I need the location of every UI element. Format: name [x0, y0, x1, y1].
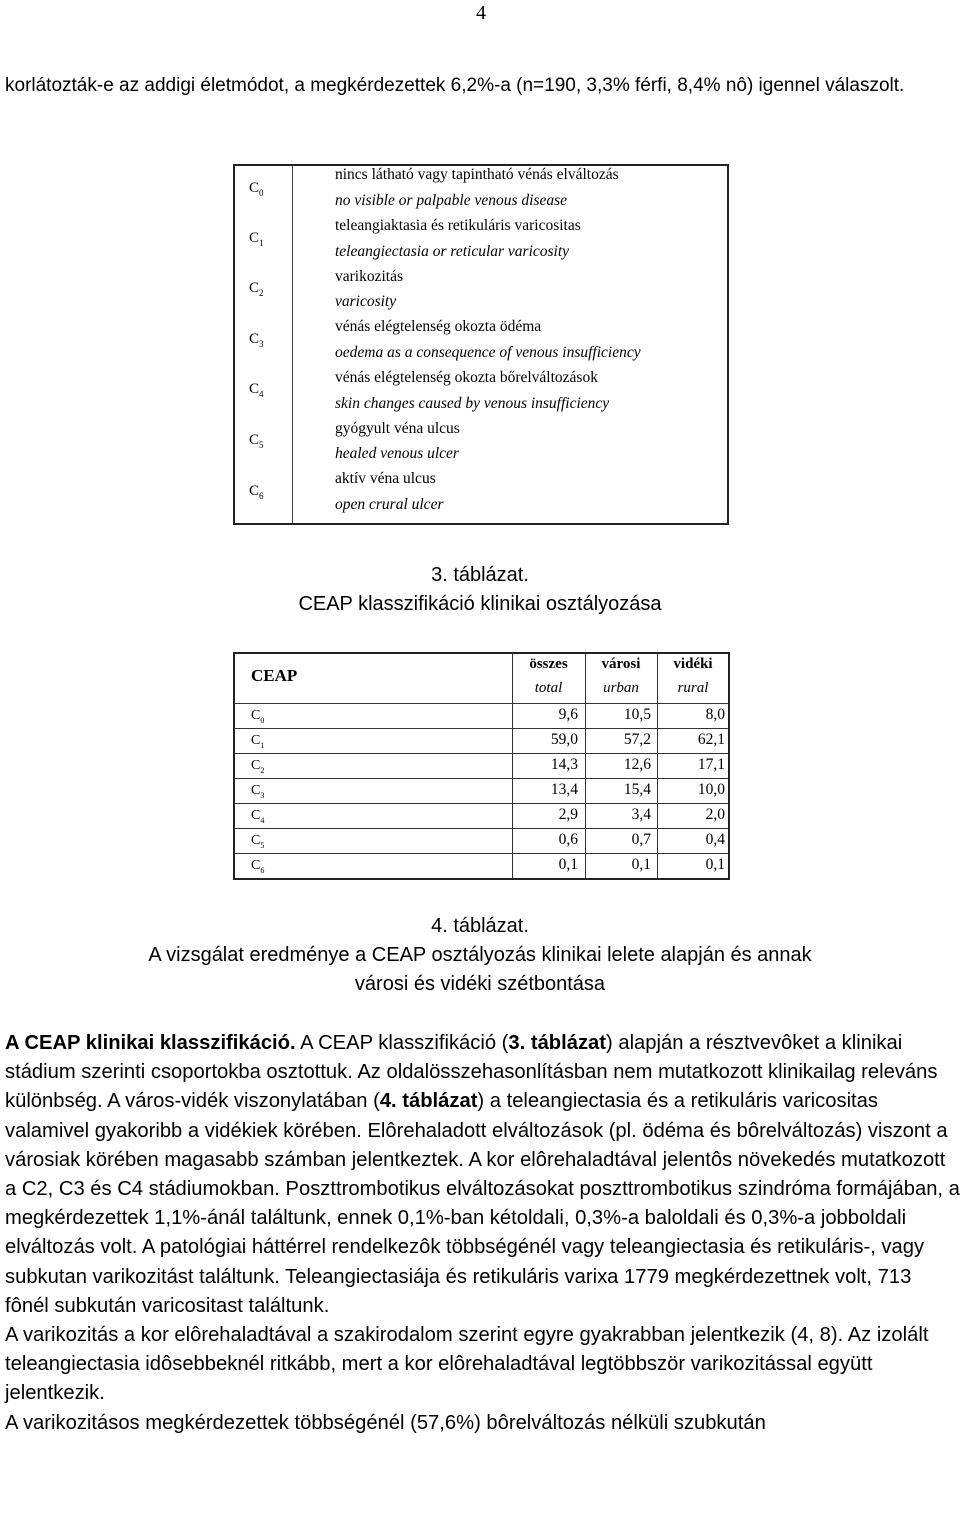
class-desc-hu: gyógyult véna ulcus — [335, 420, 460, 437]
cell-urban: 3,4 — [631, 806, 651, 823]
row-divider — [235, 728, 728, 729]
cell-rural: 0,1 — [705, 856, 725, 873]
cell-urban: 15,4 — [623, 781, 651, 798]
paragraph: A varikozitás a kor elôrehaladtával a szakirodalom szerint egyre gyakrabban jelentkezik (4, 8). Az izolált teleangiectasia idôsebbeknél ritkább, mert a kor elôrehaladtával legtöbbször varikozitással együtt jelentkezik. — [5, 1324, 929, 1405]
class-code-c5: $C_5$ — [249, 432, 264, 450]
paragraph: A CEAP klinikai klasszifikáció. A CEAP klasszifikáció (3. táblázat) alapján a résztvevôket a klinikai stádium szerinti csoportokba osztottuk. Az oldalösszehasonlításban nem mutatkozott klinikailag releváns különbség. A város-vidék viszonylatában (4. táblázat) a teleangiectasia és a retikuláris varicositas valamivel gyakoribb a vidékiek körében. Elôrehaladott elváltozások (pl. ödéma és bôrelváltozás) viszont a városiak körében magasabb számban jelentkeztek. A kor elôrehaladtával jelentôs növekedés mutatkozott a C2, C3 és C4 stádiumokban. Poszttrombotikus elváltozásokat poszttrombotikus szindróma formájában, a megkérdezettek 1,1%-ánál találtunk, ennek 0,1%-ban kétoldali, 0,3%-a baloldali és 0,3%-a jobboldali elváltozás volt. A patológiai háttérrel rendelkezôk többségénél vagy teleangiectasia és retikuláris-, vagy subkutan varikozitást találtunk. Teleangiectasiája és retikuláris varixa 1779 megkérdezettnek volt, 713 fônél subkután varicositast találtunk. — [5, 1032, 960, 1317]
cell-total: 59,0 — [550, 731, 578, 748]
class-desc-hu: vénás elégtelenség okozta bőrelváltozások — [335, 369, 598, 386]
class-desc-en: oedema as a consequence of venous insufficiency — [335, 344, 641, 361]
cell-urban: 57,2 — [623, 731, 651, 748]
table4-caption-title-line1: A vizsgálat eredménye a CEAP osztályozás klinikai lelete alapján és annak — [148, 944, 812, 966]
class-desc-en: skin changes caused by venous insufficiency — [335, 395, 610, 412]
table3-caption-number: 3. táblázat. — [431, 564, 529, 586]
row-divider — [235, 803, 728, 804]
header-ceap: CEAP — [251, 666, 298, 685]
table4-caption-number: 4. táblázat. — [431, 915, 529, 937]
row-code: $C_6$ — [251, 858, 265, 875]
class-code-c0: $C_0$ — [249, 180, 264, 198]
code-column — [235, 166, 293, 523]
cell-rural: 10,0 — [697, 781, 725, 798]
row-code: $C_4$ — [251, 808, 265, 825]
cell-rural: 0,4 — [705, 831, 725, 848]
row-divider — [235, 828, 728, 829]
section-heading: A CEAP klinikai klasszifikáció. — [5, 1032, 296, 1054]
class-desc-hu: aktív véna ulcus — [335, 470, 436, 487]
row-code: $C_2$ — [251, 758, 265, 775]
header-total-en: total — [534, 680, 563, 696]
header-urban: városi — [601, 656, 641, 672]
cell-rural: 62,1 — [697, 731, 725, 748]
cell-urban: 10,5 — [623, 706, 651, 723]
paragraph: A varikozitásos megkérdezettek többségénél (57,6%) bôrelváltozás nélküli szubkután — [5, 1411, 766, 1434]
row-divider — [235, 853, 728, 854]
table-ref: 4. táblázat — [379, 1090, 478, 1113]
class-code-c1: $C_1$ — [249, 230, 264, 248]
class-desc-hu: nincs látható vagy tapintható vénás elváltozás — [335, 166, 619, 183]
class-desc-en: healed venous ulcer — [335, 445, 459, 462]
header-rural: vidéki — [673, 656, 713, 672]
header-divider — [235, 703, 728, 704]
cell-rural: 2,0 — [705, 806, 725, 823]
table-ref: 3. táblázat — [508, 1032, 607, 1054]
class-desc-hu: varikozitás — [335, 268, 404, 285]
class-code-c4: $C_4$ — [249, 381, 264, 399]
ceap-results-table — [233, 652, 730, 880]
class-desc-hu: vénás elégtelenség okozta ödéma — [335, 318, 542, 335]
class-code-c6: $C_6$ — [249, 483, 264, 501]
header-urban-en: urban — [603, 680, 639, 696]
page-number: 4 — [476, 2, 486, 24]
row-divider — [235, 753, 728, 754]
cell-urban: 12,6 — [623, 756, 651, 773]
header-rural-en: rural — [677, 680, 709, 696]
cell-urban: 0,1 — [631, 856, 651, 873]
row-code: $C_1$ — [251, 733, 265, 750]
intro-paragraph: korlátozták-e az addigi életmódot, a megkérdezettek 6,2%-a (n=190, 3,3% férfi, 8,4% nô) igennel válaszolt. — [5, 75, 905, 96]
cell-rural: 17,1 — [697, 756, 725, 773]
class-desc-en: varicosity — [335, 293, 397, 310]
cell-total: 9,6 — [558, 706, 578, 723]
ceap-classification-table — [233, 164, 729, 525]
cell-total: 14,3 — [550, 756, 578, 773]
class-desc-en: open crural ulcer — [335, 496, 444, 513]
cell-rural: 8,0 — [705, 706, 725, 723]
header-total: összes — [529, 656, 568, 672]
body-text — [5, 1029, 960, 1438]
row-code: $C_5$ — [251, 833, 265, 850]
class-code-c2: $C_2$ — [249, 280, 264, 298]
class-desc-en: no visible or palpable venous disease — [335, 192, 568, 209]
class-code-c3: $C_3$ — [249, 331, 264, 349]
row-code: $C_0$ — [251, 708, 265, 725]
cell-total: 13,4 — [550, 781, 578, 798]
cell-total: 0,1 — [558, 856, 578, 873]
cell-total: 2,9 — [558, 806, 578, 823]
class-desc-hu: teleangiaktasia és retikuláris varicositas — [335, 217, 581, 234]
class-desc-en: teleangiectasia or reticular varicosity — [335, 243, 570, 260]
cell-total: 0,6 — [558, 831, 578, 848]
row-code: $C_3$ — [251, 783, 265, 800]
cell-urban: 0,7 — [631, 831, 651, 848]
row-divider — [235, 778, 728, 779]
table4-caption-title-line2: városi és vidéki szétbontása — [354, 973, 606, 995]
table3-caption-title: CEAP klasszifikáció klinikai osztályozása — [298, 593, 662, 615]
